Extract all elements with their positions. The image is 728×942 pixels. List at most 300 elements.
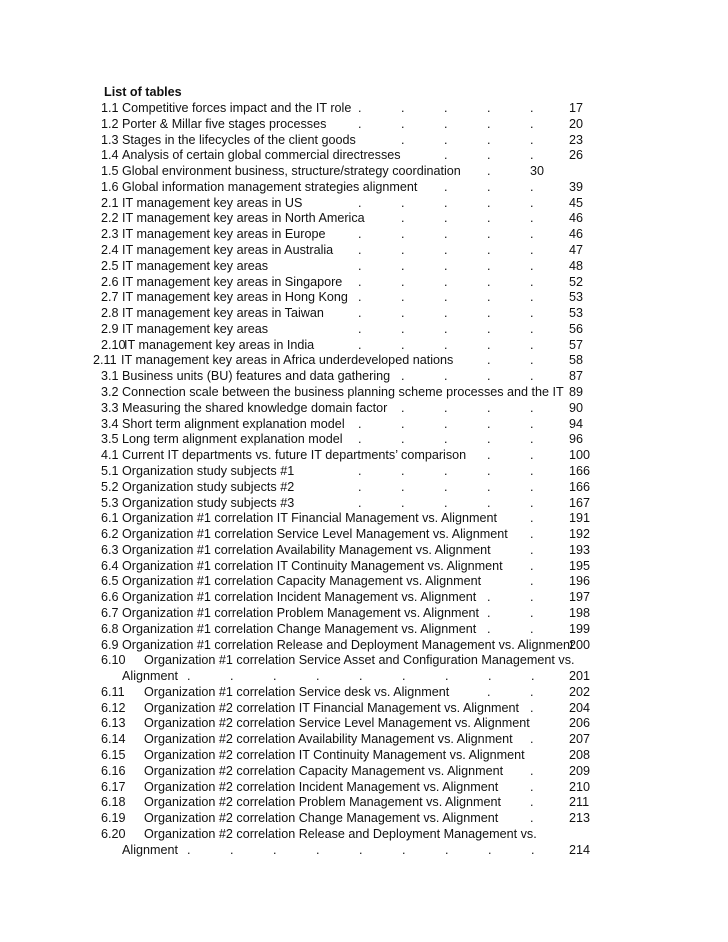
entry-number: 2.7 <box>101 290 119 305</box>
leader-dot: . <box>316 842 320 857</box>
toc-entry <box>0 638 728 653</box>
leader-dot: . <box>230 669 234 684</box>
leader-dot: . <box>445 842 449 857</box>
leader-dot: . <box>401 306 405 321</box>
toc-entry <box>0 196 728 211</box>
leader-dot: . <box>487 258 491 273</box>
leader-dot: . <box>487 321 491 336</box>
entry-page: 39 <box>569 179 584 194</box>
entry-number: 2.10 <box>101 337 126 352</box>
leader-dot: . <box>530 132 534 147</box>
leader-dot: . <box>358 101 362 115</box>
entry-title: IT management key areas <box>122 258 269 273</box>
entry-number: 2.8 <box>101 306 119 321</box>
leader-dot: . <box>530 432 534 447</box>
toc-entry <box>0 827 728 842</box>
leader-dot: . <box>230 842 234 857</box>
entry-page: 52 <box>569 274 584 289</box>
leader-dot: . <box>530 227 534 242</box>
entry-title: Business units (BU) features and data gathering <box>122 369 391 384</box>
entry-title: Organization #1 correlation Problem Management vs. Alignment <box>122 605 480 620</box>
entry-number: 2.3 <box>101 227 119 242</box>
entry-page: 198 <box>569 605 591 620</box>
entry-page: 193 <box>569 542 591 557</box>
entry-number: 6.18 <box>101 795 126 810</box>
entry-number: 2.5 <box>101 258 119 273</box>
leader-dot: . <box>487 605 491 620</box>
leader-dot: . <box>487 369 491 384</box>
entry-page: 87 <box>569 369 584 384</box>
leader-dot: . <box>487 101 491 115</box>
entry-number: 1.5 <box>101 164 119 179</box>
leader-dot: . <box>402 669 406 684</box>
entry-title: IT management key areas in Australia <box>122 243 334 258</box>
list-heading: List of tables <box>104 85 182 99</box>
entry-page: 53 <box>569 306 584 321</box>
entry-title: Organization #2 correlation Service Level Management vs. Alignment <box>144 716 530 731</box>
leader-dot: . <box>358 290 362 305</box>
entry-title: Organization #2 correlation Problem Management vs. Alignment <box>144 795 502 810</box>
toc-entry <box>0 685 728 700</box>
entry-title: Organization #2 correlation Change Management vs. Alignment <box>144 811 499 826</box>
entry-page: 211 <box>569 795 590 810</box>
leader-dot: . <box>487 684 491 699</box>
entry-title: Organization #2 correlation Availability Management vs. Alignment <box>144 732 513 747</box>
entry-number: 6.11 <box>101 684 125 699</box>
leader-dot: . <box>444 290 448 305</box>
entry-number: 6.13 <box>101 716 126 731</box>
leader-dot: . <box>358 306 362 321</box>
entry-title: Stages in the lifecycles of the client goods <box>122 132 356 147</box>
leader-dot: . <box>401 369 405 384</box>
entry-title: Organization #2 correlation Incident Management vs. Alignment <box>144 779 499 794</box>
entry-title: Organization #2 correlation IT Financial Management vs. Alignment <box>144 700 519 715</box>
entry-number: 6.14 <box>101 732 126 747</box>
toc-entry <box>0 133 728 148</box>
leader-dot: . <box>487 495 491 510</box>
entry-number: 1.3 <box>101 132 119 147</box>
toc-entry <box>0 559 728 574</box>
entry-page: 202 <box>569 684 591 699</box>
entry-number: 4.1 <box>101 448 119 463</box>
entry-page: 30 <box>530 164 545 179</box>
entry-number: 5.3 <box>101 495 119 510</box>
leader-dot: . <box>401 227 405 242</box>
toc-entry-continuation <box>0 669 728 684</box>
toc-entry <box>0 164 728 179</box>
leader-dot: . <box>530 479 534 494</box>
entry-number: 2.1 <box>101 195 119 210</box>
leader-dot: . <box>530 101 534 115</box>
entry-page: 53 <box>569 290 584 305</box>
entry-page: 56 <box>569 321 584 336</box>
leader-dot: . <box>530 574 534 589</box>
entry-number: 5.2 <box>101 479 119 494</box>
toc-entry <box>0 448 728 463</box>
leader-dot: . <box>401 290 405 305</box>
leader-dot: . <box>358 274 362 289</box>
entry-page: 45 <box>569 195 584 210</box>
leader-dot: . <box>358 463 362 478</box>
toc-entry <box>0 653 728 668</box>
entry-number: 6.1 <box>101 511 119 526</box>
leader-dot: . <box>530 179 534 194</box>
leader-dot: . <box>273 842 277 857</box>
entry-page: 197 <box>569 590 591 605</box>
leader-dot: . <box>530 306 534 321</box>
leader-dot: . <box>530 448 534 463</box>
leader-dot: . <box>487 179 491 194</box>
leader-dot: . <box>401 337 405 352</box>
entry-number: 6.3 <box>101 542 119 557</box>
entry-number: 6.17 <box>101 779 126 794</box>
entry-number: 3.3 <box>101 400 119 415</box>
entry-title: Organization #1 correlation Release and Deployment Management vs. Alignment <box>122 637 574 652</box>
leader-dot: . <box>273 669 277 684</box>
toc-entry <box>0 417 728 432</box>
leader-dot: . <box>531 669 535 684</box>
leader-dot: . <box>487 164 491 179</box>
toc-entry <box>0 764 728 779</box>
entry-page: 47 <box>569 243 584 258</box>
entry-title: Short term alignment explanation model <box>122 416 345 431</box>
entry-title: Long term alignment explanation model <box>122 432 343 447</box>
entry-number: 1.1 <box>101 101 119 115</box>
leader-dot: . <box>187 669 191 684</box>
entry-title: Organization #1 correlation IT Financial Management vs. Alignment <box>122 511 497 526</box>
toc-entry <box>0 148 728 163</box>
leader-dot: . <box>401 243 405 258</box>
leader-dot: . <box>444 416 448 431</box>
entry-page: 199 <box>569 621 591 636</box>
toc-entry <box>0 795 728 810</box>
entry-number: 1.6 <box>101 179 119 194</box>
entry-page: 166 <box>569 479 591 494</box>
entry-page: 46 <box>569 211 584 226</box>
entry-page: 213 <box>569 811 591 826</box>
leader-dot: . <box>444 195 448 210</box>
leader-dot: . <box>487 290 491 305</box>
toc-entry <box>0 227 728 242</box>
entry-page: 23 <box>569 132 584 147</box>
toc-entry <box>0 590 728 605</box>
toc-entry <box>0 211 728 226</box>
leader-dot: . <box>530 148 534 163</box>
leader-dot: . <box>444 479 448 494</box>
leader-dot: . <box>401 101 405 115</box>
entry-page: 209 <box>569 763 591 778</box>
entry-page: 201 <box>569 669 591 684</box>
entry-page: 96 <box>569 432 584 447</box>
leader-dot: . <box>358 321 362 336</box>
leader-dot: . <box>530 511 534 526</box>
toc-entry <box>0 748 728 763</box>
leader-dot: . <box>444 321 448 336</box>
leader-dot: . <box>444 243 448 258</box>
entry-number: 3.2 <box>101 385 119 400</box>
leader-dot: . <box>358 416 362 431</box>
leader-dot: . <box>359 842 363 857</box>
entry-title-continuation: Alignment <box>122 842 179 857</box>
leader-dot: . <box>358 479 362 494</box>
entry-page: 167 <box>569 495 591 510</box>
entry-page: 210 <box>569 779 591 794</box>
entry-number: 2.9 <box>101 321 119 336</box>
leader-dot: . <box>444 432 448 447</box>
leader-dot: . <box>487 416 491 431</box>
leader-dot: . <box>402 842 406 857</box>
entry-page: 214 <box>569 842 591 857</box>
entry-title: IT management key areas in Taiwan <box>122 306 324 321</box>
entry-page: 89 <box>569 385 584 400</box>
entry-page: 58 <box>569 353 584 368</box>
entry-page: 204 <box>569 700 591 715</box>
entry-title: Organization #1 correlation Service Level Management vs. Alignment <box>122 527 508 542</box>
leader-dot: . <box>488 842 492 857</box>
leader-dot: . <box>444 116 448 131</box>
entry-number: 6.2 <box>101 527 119 542</box>
leader-dot: . <box>487 337 491 352</box>
entry-title: IT management key areas in Europe <box>122 227 326 242</box>
toc-entry <box>0 780 728 795</box>
leader-dot: . <box>487 148 491 163</box>
leader-dot: . <box>401 432 405 447</box>
leader-dot: . <box>530 779 534 794</box>
entry-page: 94 <box>569 416 584 431</box>
entry-number: 3.1 <box>101 369 119 384</box>
entry-number: 3.4 <box>101 416 119 431</box>
leader-dot: . <box>358 432 362 447</box>
entry-page: 100 <box>569 448 591 463</box>
entry-page: 48 <box>569 258 584 273</box>
leader-dot: . <box>530 463 534 478</box>
entry-title: Measuring the shared knowledge domain factor <box>122 400 388 415</box>
entry-number: 1.2 <box>101 116 119 131</box>
entry-page: 17 <box>569 101 584 115</box>
entry-page: 208 <box>569 747 591 762</box>
toc-entry <box>0 306 728 321</box>
leader-dot: . <box>530 195 534 210</box>
entry-title: IT management key areas in India <box>124 337 315 352</box>
toc-entry <box>0 606 728 621</box>
leader-dot: . <box>487 353 491 368</box>
leader-dot: . <box>444 306 448 321</box>
leader-dot: . <box>401 400 405 415</box>
toc-entry <box>0 464 728 479</box>
toc-entry <box>0 732 728 747</box>
entry-title: Organization #2 correlation IT Continuity Management vs. Alignment <box>144 747 525 762</box>
leader-dot: . <box>530 732 534 747</box>
leader-dot: . <box>487 227 491 242</box>
entry-title: Organization #2 correlation Capacity Management vs. Alignment <box>144 763 504 778</box>
leader-dot: . <box>444 400 448 415</box>
leader-dot: . <box>530 605 534 620</box>
leader-dot: . <box>316 669 320 684</box>
entry-number: 3.5 <box>101 432 119 447</box>
entry-title: IT management key areas in North America <box>122 211 365 226</box>
leader-dot: . <box>487 463 491 478</box>
entry-title: Organization #1 correlation Availability Management vs. Alignment <box>122 542 491 557</box>
entry-number: 6.16 <box>101 763 126 778</box>
leader-dot: . <box>358 195 362 210</box>
entry-title: Organization #1 correlation Service Asset and Configuration Management vs. <box>144 653 575 668</box>
leader-dot: . <box>530 321 534 336</box>
entry-title-continuation: Alignment <box>122 669 179 684</box>
leader-dot: . <box>487 243 491 258</box>
leader-dot: . <box>530 400 534 415</box>
leader-dot: . <box>530 369 534 384</box>
leader-dot: . <box>530 527 534 542</box>
toc-entry-continuation <box>0 843 728 858</box>
toc-entry <box>0 290 728 305</box>
leader-dot: . <box>358 243 362 258</box>
leader-dot: . <box>487 211 491 226</box>
entry-title: IT management key areas <box>122 321 269 336</box>
toc-entry <box>0 811 728 826</box>
toc-entry <box>0 527 728 542</box>
entry-page: 20 <box>569 116 584 131</box>
leader-dot: . <box>401 463 405 478</box>
leader-dot: . <box>444 148 448 163</box>
leader-dot: . <box>530 337 534 352</box>
entry-number: 2.11 <box>93 353 117 368</box>
leader-dot: . <box>358 116 362 131</box>
toc-entry <box>0 496 728 511</box>
entry-number: 6.12 <box>101 700 126 715</box>
leader-dot: . <box>487 132 491 147</box>
leader-dot: . <box>359 669 363 684</box>
leader-dot: . <box>487 590 491 605</box>
leader-dot: . <box>530 763 534 778</box>
leader-dot: . <box>487 621 491 636</box>
leader-dot: . <box>358 337 362 352</box>
entry-number: 6.19 <box>101 811 126 826</box>
entry-title: Porter & Millar five stages processes <box>122 116 327 131</box>
toc-entry <box>0 574 728 589</box>
leader-dot: . <box>444 101 448 115</box>
entry-number: 6.10 <box>101 653 126 668</box>
entry-title: IT management key areas in US <box>122 195 303 210</box>
leader-dot: . <box>444 227 448 242</box>
leader-dot: . <box>487 306 491 321</box>
leader-dot: . <box>530 290 534 305</box>
entry-title: Organization #1 correlation Capacity Management vs. Alignment <box>122 574 482 589</box>
entry-title: Organization study subjects #2 <box>122 479 295 494</box>
toc-entry <box>0 401 728 416</box>
toc-entry <box>0 385 728 400</box>
leader-dot: . <box>530 542 534 557</box>
entry-number: 6.8 <box>101 621 119 636</box>
entry-title: Organization #1 correlation Incident Management vs. Alignment <box>122 590 477 605</box>
leader-dot: . <box>530 700 534 715</box>
leader-dot: . <box>487 448 491 463</box>
entry-number: 2.2 <box>101 211 119 226</box>
leader-dot: . <box>530 558 534 573</box>
entry-number: 5.1 <box>101 463 119 478</box>
toc-entry <box>0 338 728 353</box>
leader-dot: . <box>444 211 448 226</box>
leader-dot: . <box>444 495 448 510</box>
leader-dot: . <box>444 132 448 147</box>
leader-dot: . <box>530 590 534 605</box>
toc-entry <box>0 101 728 116</box>
entry-title: Organization study subjects #3 <box>122 495 295 510</box>
toc-entry <box>0 322 728 337</box>
entry-title: Organization #1 correlation Service desk vs. Alignment <box>144 684 450 699</box>
entry-number: 6.6 <box>101 590 119 605</box>
leader-dot: . <box>401 258 405 273</box>
entry-title: Current IT departments vs. future IT departments’ comparison <box>122 448 467 463</box>
entry-page: 200 <box>569 637 591 652</box>
leader-dot: . <box>358 227 362 242</box>
toc-entry <box>0 243 728 258</box>
entry-title: Connection scale between the business planning scheme processes and the IT <box>122 385 564 400</box>
entry-title: IT management key areas in Africa underdeveloped nations <box>121 353 454 368</box>
leader-dot: . <box>401 195 405 210</box>
toc-entry <box>0 622 728 637</box>
entry-page: 196 <box>569 574 591 589</box>
leader-dot: . <box>530 684 534 699</box>
toc-entry <box>0 259 728 274</box>
leader-dot: . <box>444 274 448 289</box>
entry-number: 6.7 <box>101 605 119 620</box>
entry-number: 6.9 <box>101 637 119 652</box>
leader-dot: . <box>401 132 405 147</box>
entry-number: 6.5 <box>101 574 119 589</box>
entry-title: Competitive forces impact and the IT role <box>122 101 352 115</box>
leader-dot: . <box>487 116 491 131</box>
entry-title: Organization study subjects #1 <box>122 463 295 478</box>
entry-title: Global environment business, structure/strategy coordination <box>122 164 461 179</box>
entry-title: Global information management strategies alignment <box>122 179 418 194</box>
entry-page: 90 <box>569 400 584 415</box>
leader-dot: . <box>445 669 449 684</box>
leader-dot: . <box>444 463 448 478</box>
entry-title: Organization #2 correlation Release and Deployment Management vs. <box>144 826 537 841</box>
entry-number: 6.4 <box>101 558 119 573</box>
leader-dot: . <box>530 495 534 510</box>
leader-dot: . <box>401 321 405 336</box>
leader-dot: . <box>401 495 405 510</box>
entry-page: 195 <box>569 558 591 573</box>
leader-dot: . <box>401 274 405 289</box>
toc-entry <box>0 117 728 132</box>
toc-entry <box>0 701 728 716</box>
leader-dot: . <box>444 337 448 352</box>
entry-title: Organization #1 correlation IT Continuity Management vs. Alignment <box>122 558 503 573</box>
entry-title: Organization #1 correlation Change Management vs. Alignment <box>122 621 477 636</box>
leader-dot: . <box>444 369 448 384</box>
leader-dot: . <box>530 416 534 431</box>
leader-dot: . <box>530 795 534 810</box>
leader-dot: . <box>487 479 491 494</box>
toc-entry <box>0 716 728 731</box>
leader-dot: . <box>487 195 491 210</box>
leader-dot: . <box>358 258 362 273</box>
leader-dot: . <box>530 811 534 826</box>
toc-entry <box>0 353 728 368</box>
entry-number: 2.4 <box>101 243 119 258</box>
leader-dot: . <box>444 179 448 194</box>
toc-entry <box>0 511 728 526</box>
leader-dot: . <box>530 243 534 258</box>
entry-page: 191 <box>569 511 591 526</box>
leader-dot: . <box>358 495 362 510</box>
leader-dot: . <box>531 842 535 857</box>
leader-dot: . <box>488 669 492 684</box>
leader-dot: . <box>530 211 534 226</box>
entry-page: 192 <box>569 527 591 542</box>
